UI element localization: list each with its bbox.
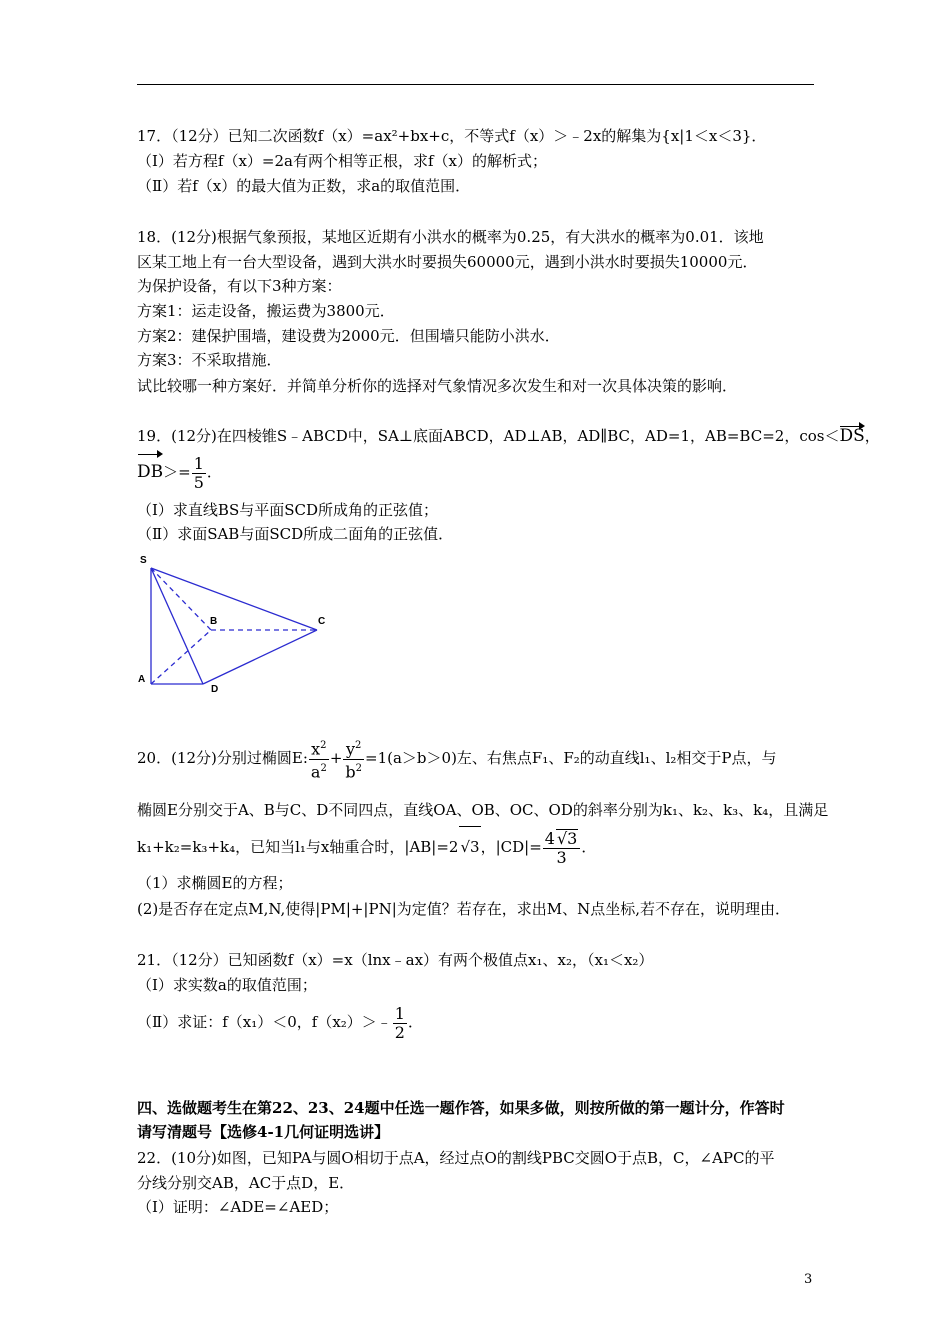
q17-line-1: 17．（12分）已知二次函数f（x）=ax²+bx+c，不等式f（x）＞﹣2x的解集为{x|1＜x＜3}． xyxy=(137,127,767,145)
q20-line-1-post: =1(a＞b＞0)左、右焦点F₁、F₂的动直线l₁、l₂相交于P点，与 xyxy=(365,749,777,767)
q20-line-3 xyxy=(137,826,596,867)
fraction-one-half xyxy=(393,1005,407,1042)
pyramid-figure xyxy=(130,548,330,696)
q20-line-5: (2)是否存在定点M,N,使得|PM|+|PN|为定值？若存在，求出M、N点坐标,若不存在，说明理由． xyxy=(137,900,791,918)
q19-line-2 xyxy=(137,454,222,492)
radicand: 3 xyxy=(470,838,480,856)
header-rule xyxy=(137,84,814,85)
q18-line-2: 区某工地上有一台大型设备，遇到大洪水时要损失60000元，遇到小洪水时要损失10000元． xyxy=(137,253,758,271)
coefficient: 4 xyxy=(544,829,555,848)
fraction-one-fifth xyxy=(192,455,206,492)
period: ． xyxy=(581,838,597,856)
q21-line-3-pre: （Ⅱ）求证：f（x₁）＜0，f（x₂）＞﹣ xyxy=(137,1013,392,1031)
exponent-2: 2 xyxy=(355,762,363,774)
q19-line-1 xyxy=(137,426,880,446)
fraction-numerator xyxy=(543,829,581,849)
vertex-label-b: B xyxy=(210,616,218,627)
fraction-denominator: 2 xyxy=(394,1022,405,1042)
fraction-numerator xyxy=(309,737,329,759)
q21-line-3 xyxy=(137,1002,423,1042)
q18-line-7: 试比较哪一种方案好．并简单分析你的选择对气象情况多次发生和对一次具体决策的影响． xyxy=(137,377,738,395)
q19-comma: ， xyxy=(864,427,880,445)
vertex-label-a: A xyxy=(138,674,146,685)
sqrt-3: √3 xyxy=(556,829,578,848)
edge-dc xyxy=(203,630,317,684)
fraction-denominator xyxy=(343,760,364,781)
q19-line-4: （Ⅱ）求面SAB与面SCD所成二面角的正弦值． xyxy=(137,525,454,543)
fraction-numerator: 1 xyxy=(193,453,204,473)
radicand: 3 xyxy=(567,829,578,848)
q21-line-2: （Ⅰ）求实数a的取值范围； xyxy=(137,976,317,994)
fraction-denominator: 5 xyxy=(193,472,204,492)
section-4-heading-line-2: 请写清题号【选修4-1几何证明选讲】 xyxy=(137,1123,390,1141)
exponent-2: 2 xyxy=(320,740,327,752)
q18-line-1: 18．(12分)根据气象预报，某地区近期有小洪水的概率为0.25，有大洪水的概率为0.01．该地 xyxy=(137,228,764,246)
q20-line-4: （1）求椭圆E的方程； xyxy=(137,874,293,892)
fraction-x2-over-a2 xyxy=(309,737,329,781)
q17-line-2: （Ⅰ）若方程f（x）=2a有两个相等正根，求f（x）的解析式； xyxy=(137,152,548,170)
fraction-4sqrt3-over-3 xyxy=(543,829,581,867)
fraction-y2-over-b2 xyxy=(343,737,364,781)
vector-db: DB xyxy=(137,454,163,490)
var-a: a xyxy=(310,761,321,781)
vector-ds: DS xyxy=(839,426,865,446)
vertex-label-c: C xyxy=(318,616,326,627)
q19-period: ． xyxy=(206,463,222,481)
edge-sb-hidden xyxy=(151,568,211,630)
q20-line-3-mid: ，|CD|= xyxy=(480,838,542,856)
q18-line-3: 为保护设备，有以下3种方案： xyxy=(137,277,342,295)
q21-period: ． xyxy=(407,1013,423,1031)
q18-line-6: 方案3：不采取措施． xyxy=(137,351,282,369)
exponent-2: 2 xyxy=(355,740,362,752)
q20-line-1-pre: 20．(12分)分别过椭圆E: xyxy=(137,749,308,767)
q17-line-3: （Ⅱ）若f（x）的最大值为正数，求a的取值范围． xyxy=(137,177,471,195)
q18-line-4: 方案1：运走设备，搬运费为3800元． xyxy=(137,302,395,320)
q22-line-2: 分线分别交AB，AC于点D，E． xyxy=(137,1174,355,1192)
fraction-denominator xyxy=(309,760,329,781)
q19-line-3: （Ⅰ）求直线BS与平面SCD所成角的正弦值； xyxy=(137,501,439,519)
section-4-heading-line-1: 四、选做题考生在第22、23、24题中任选一题作答，如果多做，则按所做的第一题计分，作答时 xyxy=(137,1099,785,1117)
vertex-label-s: S xyxy=(140,555,147,566)
vertex-label-d: D xyxy=(211,684,219,695)
page-number: 3 xyxy=(804,1272,813,1287)
plus-sign: + xyxy=(329,749,343,767)
q21-line-1: 21．（12分）已知函数f（x）=x（lnx﹣ax）有两个极值点x₁、x₂，（x₁＜x₂） xyxy=(137,951,654,969)
q22-line-3: （Ⅰ）证明：∠ADE=∠AED； xyxy=(137,1198,339,1216)
fraction-denominator: 3 xyxy=(556,848,567,867)
edge-sc xyxy=(151,568,317,630)
var-x: x xyxy=(311,739,321,759)
fraction-numerator: 1 xyxy=(394,1003,405,1023)
edge-sd xyxy=(151,568,203,684)
var-b: b xyxy=(345,761,356,781)
q18-line-5: 方案2：建保护围墙，建设费为2000元．但围墙只能防小洪水． xyxy=(137,327,560,345)
q19-line-1-text: 19．(12分)在四棱锥S﹣ABCD中，SA⊥底面ABCD，AD⊥AB，AD∥BC，AD=1，AB=BC=2，cos＜ xyxy=(137,427,840,445)
exponent-2: 2 xyxy=(320,762,327,774)
fraction-numerator xyxy=(343,737,364,759)
sqrt-3: √3 xyxy=(459,826,480,867)
edge-ab-hidden xyxy=(151,630,211,684)
q20-line-2: 椭圆E分别交于A、B与C、D不同四点，直线OA、OB、OC、OD的斜率分别为k₁、k₂、k₃、k₄，且满足 xyxy=(137,801,829,819)
q19-gt-eq: ＞= xyxy=(163,463,191,481)
var-y: y xyxy=(345,739,356,759)
q20-line-3-pre: k₁+k₂=k₃+k₄，已知当l₁与x轴重合时，|AB|=2 xyxy=(137,838,459,856)
q20-line-1 xyxy=(137,736,776,781)
q22-line-1: 22．(10分)如图，已知PA与圆O相切于点A，经过点O的割线PBC交圆O于点B，C，∠APC的平 xyxy=(137,1149,775,1167)
